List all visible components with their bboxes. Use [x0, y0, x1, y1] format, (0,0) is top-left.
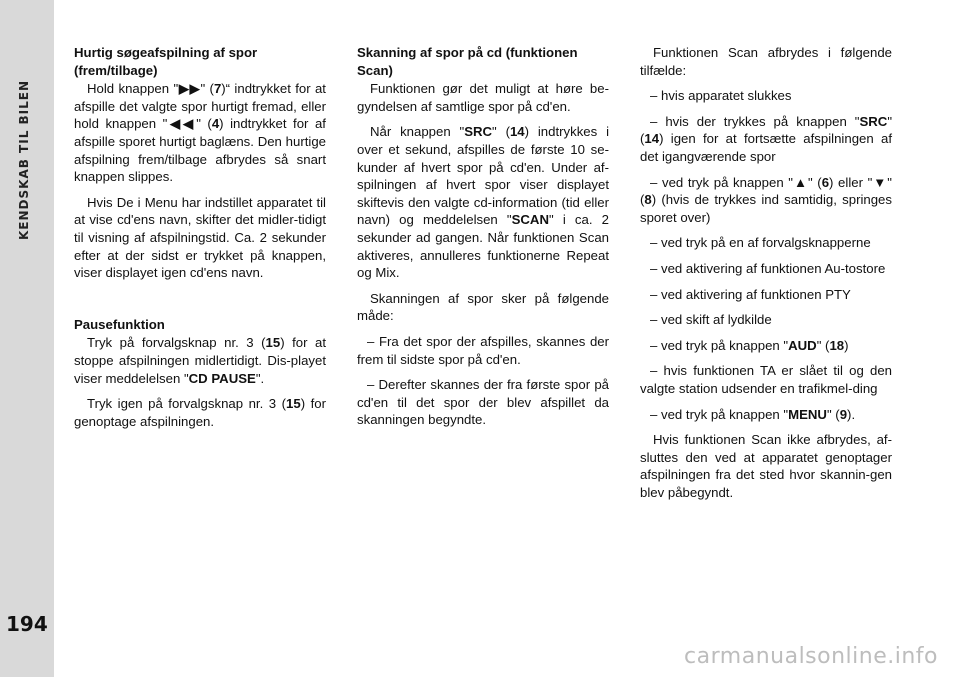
text: " (: [640, 113, 892, 147]
button-number: 8: [644, 192, 652, 208]
heading-fast-search: Hurtig søgeafspilning af spor (frem/tilbage): [74, 45, 258, 78]
paragraph-scan-intro: Funktionen gør det muligt at høre be-gyndelsen af samtlige spor på cd'en.: [357, 81, 609, 114]
sidebar: [0, 0, 54, 677]
text: " i ca. 2 sekunder ad gangen. Når funktionen Scan aktiveres, annulleres funktionerne Repeat og Mix.: [357, 212, 610, 281]
list-item: – ved aktivering af funktionen Au-tostore: [650, 260, 886, 276]
text: " (: [816, 337, 830, 353]
paragraph-scan-end: Hvis funktionen Scan ikke afbrydes, af-sluttes den ved at apparatet genoptager afspilningen fra det sted hvor skannin-gen blev påbegyndt.: [640, 432, 892, 500]
paragraph-scan-method: Skanningen af spor sker på følgende måde:: [357, 290, 609, 324]
text: Tryk igen på forvalgsknap nr. 3 (: [87, 396, 287, 412]
list-item: – hvis apparatet slukkes: [650, 88, 792, 104]
text: ) igen for at fortsætte afspilningen af det igangværende spor: [640, 131, 892, 164]
text: ) (hvis de trykkes ind samtidig, springes sporet over): [640, 192, 892, 225]
text: " (: [492, 124, 510, 140]
text: – hvis der trykkes på knappen ": [650, 113, 860, 129]
page-number: 194: [6, 612, 48, 636]
text: ) indtrykkes i over et sekund, afspilles de første 10 se-kunder af hvert spor på cd'en. Under af-spilningen af hvert spor viser displayet skiftevis den valgte cd-information (tid eller navn) og meddelelsen ": [357, 124, 609, 228]
list-item: [640, 113, 892, 166]
list-item: [640, 337, 892, 355]
display-message: SCAN: [511, 212, 549, 228]
text: " (: [826, 406, 840, 422]
button-number: 15: [265, 335, 281, 351]
rewind-icon: ◀◀: [167, 116, 197, 132]
text: ".: [255, 370, 265, 386]
arrow-up-icon: ▲: [792, 174, 808, 190]
list-item: [640, 174, 892, 227]
button-label: MENU: [788, 406, 827, 422]
heading-scan: Skanning af spor på cd (funktionen Scan): [357, 45, 578, 78]
list-item: – Fra det spor der afspilles, skannes der frem til sidste spor på cd'en.: [357, 333, 609, 367]
button-number: 15: [286, 396, 301, 412]
text: ) eller ": [829, 174, 873, 190]
button-number: 7: [213, 81, 222, 97]
text: " (: [640, 174, 892, 208]
text: Når knappen ": [370, 124, 465, 140]
list-item: [640, 406, 892, 424]
fast-forward-icon: ▶▶: [178, 81, 201, 97]
text: Hold knappen ": [87, 81, 179, 97]
list-item: – ved skift af lydkilde: [650, 312, 772, 328]
text: ) indtrykket for af afspille sporet hurtigt baglæns. Den hurtige afspilning frem/tilbage afbrydes så snart knappen slippes.: [74, 116, 326, 185]
text: ) for at stoppe afspilningen midlertidigt. Dis-playet viser meddelelsen ": [74, 335, 327, 386]
paragraph-fast-search: [74, 80, 326, 186]
text: " (: [807, 174, 822, 190]
list-item: – ved aktivering af funktionen PTY: [650, 286, 851, 302]
list-item: – ved tryk på en af forvalgsknapperne: [650, 235, 871, 251]
text: ) for genoptage afspilningen.: [74, 396, 327, 429]
display-message: CD PAUSE: [188, 370, 256, 386]
column-3: [640, 44, 892, 509]
button-label: AUD: [788, 337, 817, 353]
text: – ved tryk på knappen ": [650, 337, 789, 353]
paragraph-scan-activate: [357, 123, 609, 281]
button-label: SRC: [464, 124, 493, 140]
text: – ved tryk på knappen ": [650, 174, 793, 190]
button-number: 9: [839, 406, 848, 422]
text: – ved tryk på knappen ": [650, 406, 789, 422]
button-number: 4: [211, 116, 220, 132]
arrow-down-icon: ▼: [872, 174, 888, 190]
button-number: 14: [644, 131, 660, 147]
paragraph-cd-name: Hvis De i Menu har indstillet apparatet til at vise cd'ens navn, skifter det midler-tidigt til visning af afspilningstid. Ca. 2 sekunder efter at der sidst er trykket på knappen, viser displayet igen cd'ens navn.: [74, 194, 326, 281]
paragraph-resume: [74, 395, 326, 430]
column-1: [74, 44, 326, 438]
section-title: KENDSKAB TIL BILEN: [17, 79, 31, 240]
heading-pause: Pausefunktion: [74, 316, 165, 332]
button-label: SRC: [859, 113, 888, 129]
paragraph-pause: [74, 334, 326, 387]
text: )“ indtrykket for at afspille det valgte spor hurtigt fremad, eller hold knappen ": [74, 81, 326, 132]
list-item: – hvis funktionen TA er slået til og den valgte station udsender en trafikmel-ding: [640, 363, 892, 396]
button-number: 18: [829, 337, 845, 353]
button-number: 14: [509, 124, 525, 140]
paragraph-scan-stop: Funktionen Scan afbrydes i følgende tilfælde:: [640, 45, 892, 78]
list-item: – Derefter skannes der fra første spor på cd'en til det spor der blev afspillet da skanningen begyndte.: [357, 377, 609, 428]
button-number: 6: [821, 174, 830, 190]
text: ): [844, 337, 849, 353]
text: " (: [196, 116, 212, 132]
column-2: [357, 44, 609, 437]
watermark: carmanualsonline.info: [684, 644, 938, 669]
text: Tryk på forvalgsknap nr. 3 (: [87, 335, 266, 351]
text: " (: [200, 81, 214, 97]
text: ).: [847, 406, 856, 422]
